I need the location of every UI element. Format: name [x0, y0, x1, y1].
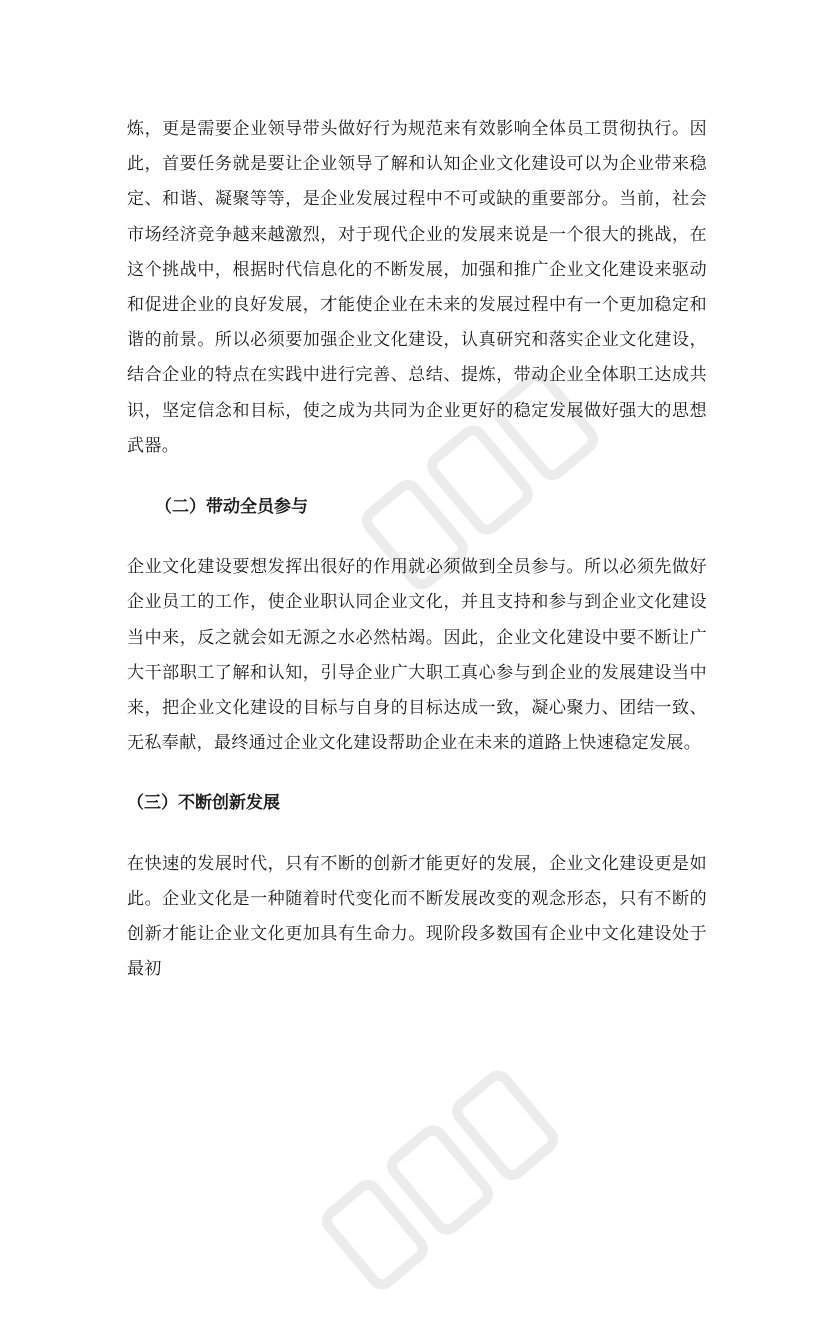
paragraph-1: 炼，更是需要企业领导带头做好行为规范来有效影响全体员工贯彻执行。因此，首要任务就是要让企业领导了解和认知企业文化建设可以为企业带来稳定、和谐、凝聚等等，是企业发展过程中不可或缺的重要部分。当前，社会市场经济竞争越来越激烈，对于现代企业的发展来说是一个很大的挑战，在这个挑战中，根据时代信息化的不断发展，加强和推广企业文化建设来驱动和促进企业的良好发展，才能使企业在未来的发展过程中有一个更加稳定和谐的前景。所以必须要加强企业文化建设，认真研究和落实企业文化建设，结合企业的特点在实践中进行完善、总结、提炼，带动企业全体职工达成共识，坚定信念和目标，使之成为共同为企业更好的稳定发展做好强大的思想武器。 [127, 119, 707, 456]
paragraph-2: 企业文化建设要想发挥出很好的作用就必须做到全员参与。所以必须先做好企业员工的工作，使企业职认同企业文化，并且支持和参与到企业文化建设当中来，反之就会如无源之水必然枯竭。因此，企业文化建设中要不断让广大干部职工了解和认知，引导企业广大职工真心参与到企业的发展建设当中来，把企业文化建设的目标与自身的目标达成一致，凝心聚力、团结一致、无私奉献，最终通过企业文化建设帮助企业在未来的道路上快速稳定发展。 [127, 557, 707, 754]
watermark-stamp-bottom [290, 1030, 590, 1330]
paragraph-3: 在快速的发展时代，只有不断的创新才能更好的发展，企业文化建设更是如此。企业文化是一种随着时代变化而不断发展改变的观念形态，只有不断的创新才能让企业文化更加具有生命力。现阶段多数国有企业中文化建设处于最初 [127, 853, 707, 980]
section-heading-2: （二）带动全员参与 [155, 497, 308, 518]
document-body [127, 112, 707, 987]
section-heading-3: （三）不断创新发展 [127, 793, 280, 814]
